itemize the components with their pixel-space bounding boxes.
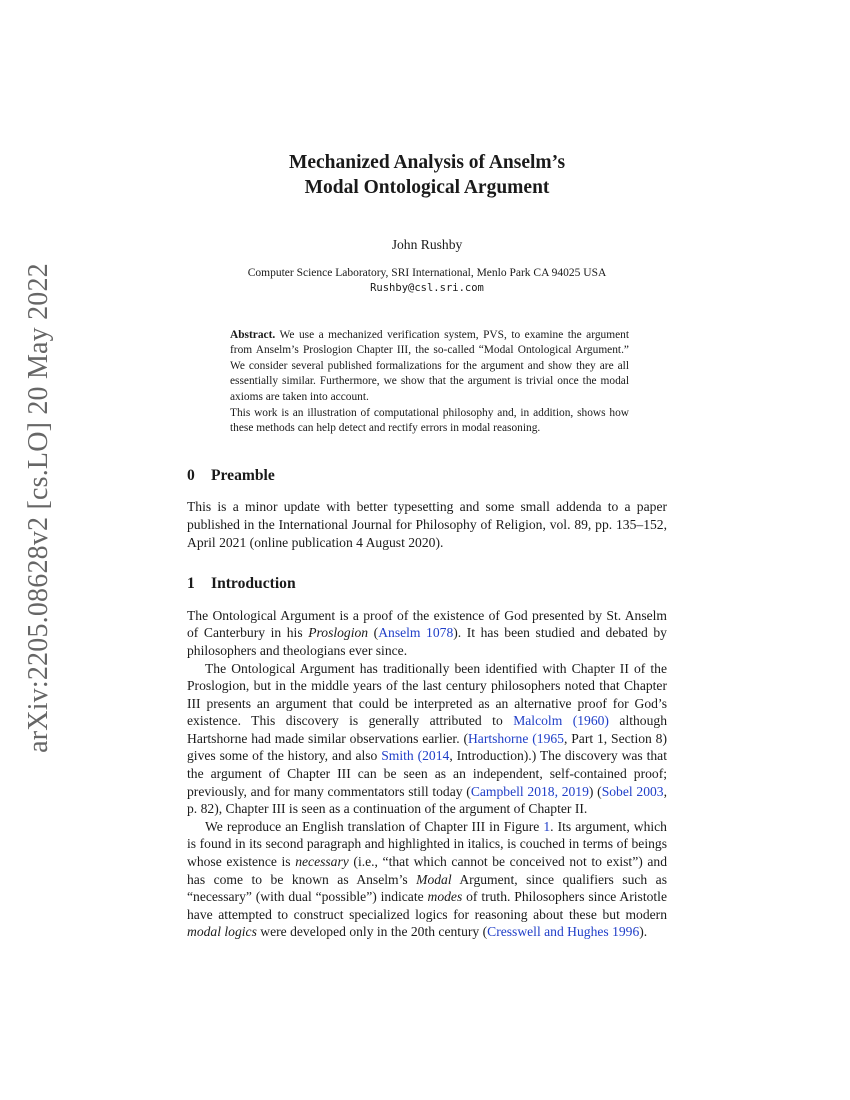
emphasis: modal logics: [187, 924, 257, 940]
text: although Hartshorne had made similar observations earlier. (: [187, 713, 667, 746]
citation-link-malcolm[interactable]: Malcolm (1960): [513, 713, 609, 729]
arxiv-stamp: [14, 258, 64, 758]
citation-link-cresswell[interactable]: Cresswell and Hughes 1996: [487, 924, 640, 940]
intro-paragraph-1: [187, 607, 667, 660]
text: ). It has been studied and debated by philosophers and theologians ever since.: [187, 625, 667, 658]
intro-paragraph-2: [187, 660, 667, 818]
section-heading-preamble: [187, 467, 667, 485]
emphasis: Proslogion: [308, 625, 369, 641]
affiliation: Computer Science Laboratory, SRI International, Menlo Park CA 94025 USA: [247, 266, 607, 279]
citation-link-smith[interactable]: Smith (2014: [381, 748, 450, 764]
section-introduction: [187, 575, 667, 941]
author-name: John Rushby: [391, 237, 463, 252]
emphasis: Modal: [416, 871, 452, 887]
text: . Its argument, which is found in its second paragraph and highlighted in italics, is couched in terms of beings whose existence is: [187, 818, 667, 870]
figure-link[interactable]: 1: [543, 818, 551, 834]
section-title: Introduction: [211, 575, 296, 593]
citation-link-hartshorne[interactable]: Hartshorne (1965: [467, 730, 564, 746]
text: We reproduce an English translation of Chapter III in Figure: [205, 818, 544, 834]
text: ) (: [588, 783, 602, 799]
text: , p. 82), Chapter III is seen as a continuation of the argument of Chapter II.: [187, 783, 667, 817]
paper-page: [187, 150, 667, 941]
abstract-para-2: This work is an illustration of computational philosophy and, in addition, shows how these methods can help detect and rectify errors in modal reasoning.: [230, 406, 629, 435]
title-line-1: Mechanized Analysis of Anselm’s: [288, 152, 566, 173]
intro-paragraph-3: [187, 818, 667, 941]
citation-link-sobel[interactable]: Sobel 2003: [601, 783, 664, 799]
section-preamble: [187, 467, 667, 551]
text: The Ontological Argument is a proof of the existence of God presented by St. Anselm of Canterbury in his: [187, 607, 667, 641]
citation-link-anselm[interactable]: Anselm 1078: [378, 625, 454, 641]
section-heading-introduction: [187, 575, 667, 593]
section-number: 1: [187, 575, 195, 593]
preamble-paragraph: This is a minor update with better typesetting and some small addenda to a paper published in the International Journal for Philosophy of Religion, vol. 89, pp. 135–152, April 2021 (online publication 4 August 2020).: [187, 499, 667, 550]
abstract: [230, 328, 629, 437]
text: (: [368, 625, 379, 641]
abstract-text-1: We use a mechanized verification system, PVS, to examine the argument from Anselm’s Proslogion Chapter III, the so-called “Modal Ontological Argument.” We consider several published formalizations for the argument and show they are all essentially similar. Furthermore, we show that the argument is trivial once the modal axioms are taken into account.: [230, 328, 629, 403]
title-line-2: Modal Ontological Argument: [304, 177, 550, 198]
citation-link-campbell[interactable]: Campbell 2018, 2019: [470, 783, 589, 799]
author-email: Rushby@csl.sri.com: [370, 281, 484, 294]
section-title: Preamble: [211, 466, 275, 484]
text: of truth. Philosophers since Aristotle have attempted to construct specialized logics for reasoning about these but modern: [187, 889, 667, 922]
text: ).: [639, 924, 648, 940]
text: The Ontological Argument has traditionally been identified with Chapter II of the Proslogion, but in the middle years of the last century philosophers noted that Chapter III presents an argument that could be interpreted as an alternative proof for God’s existence. This discovery is generally attributed to: [187, 660, 667, 729]
abstract-label: Abstract.: [230, 328, 276, 341]
abstract-para-1: [230, 328, 629, 406]
text: , Part 1, Section 8) gives some of the history, and also: [187, 730, 668, 764]
paper-title: [187, 150, 667, 200]
emphasis: modes: [427, 889, 463, 905]
text: , Introduction).) The discovery was that the argument of Chapter III can be seen as an independent, self-contained proof; previously, and for many commentators still today (: [187, 748, 667, 799]
emphasis: necessary: [295, 854, 349, 870]
text: Argument, since qualifiers such as “necessary” (with dual “possible”) indicate: [187, 871, 667, 905]
text: (i.e., “that which cannot be conceived not to exist”) and has come to be known as Anselm’s: [187, 854, 668, 887]
arxiv-stamp-text: arXiv:2205.08628v2 [cs.LO] 20 May 2022: [23, 263, 55, 753]
section-number: 0: [187, 466, 195, 484]
text: were developed only in the 20th century (: [256, 924, 488, 940]
